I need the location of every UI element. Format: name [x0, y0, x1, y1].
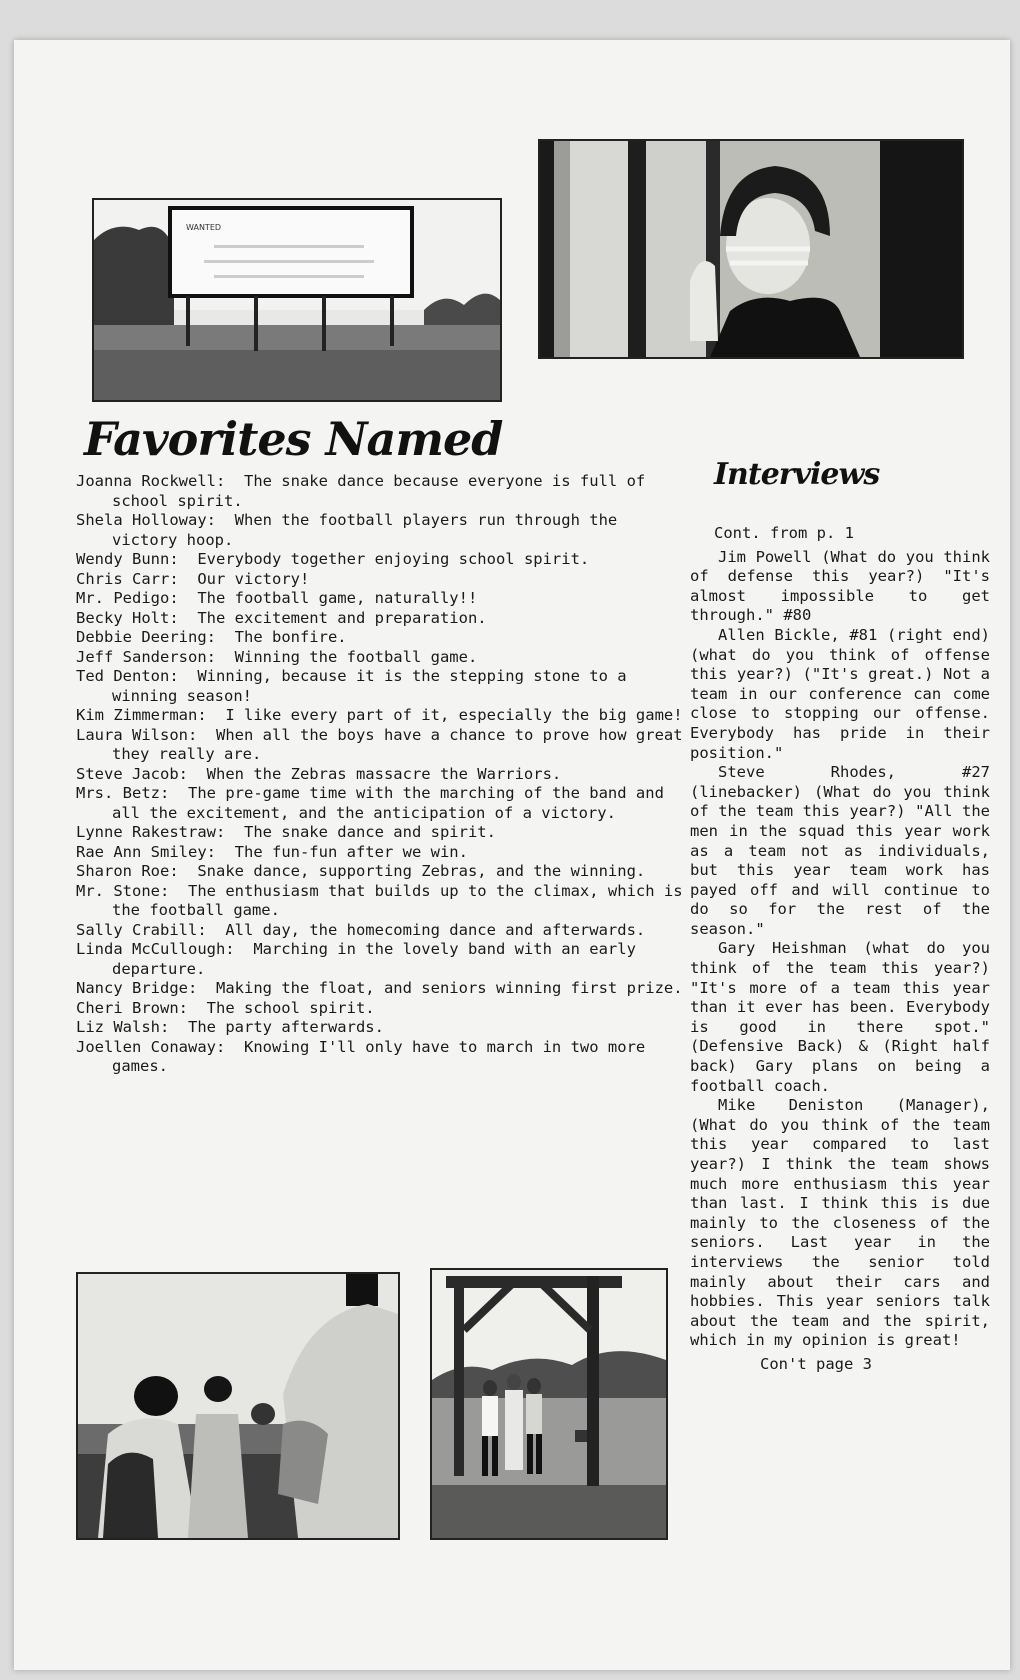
respondent-name: Nancy Bridge: [76, 979, 198, 997]
favorites-headline: Favorites Named [84, 412, 503, 466]
list-item [76, 472, 686, 511]
list-item [76, 628, 686, 648]
respondent-answer: Snake dance, supporting Zebras, and the winning. [197, 862, 646, 880]
respondent-answer: Everybody together enjoying school spirit. [197, 550, 590, 568]
respondent-name: Joanna Rockwell: [76, 472, 226, 490]
interview-entry: Gary Heishman (what do you think of the team this year?) "It's more of a team this year than it ever has been. Everybody is good in there spot." (Defensive Back) & (Right half back) Gary plans on being a football coach. [690, 939, 990, 1095]
respondent-name: Mr. Stone: [76, 881, 170, 900]
respondent-name: Becky Holt: [76, 608, 179, 627]
respondent-answer: When the football players run through the victory hoop. [112, 511, 618, 549]
respondent-answer: The snake dance and spirit. [243, 823, 496, 841]
list-item [76, 667, 686, 706]
respondent-name: Lynne Rakestraw: [76, 823, 226, 841]
respondent-name: Liz Walsh: [76, 1018, 170, 1036]
list-item [76, 1018, 686, 1038]
list-item [76, 570, 686, 590]
players-photo [76, 1272, 400, 1540]
respondent-name: Kim Zimmerman: [76, 706, 207, 724]
list-item [76, 706, 686, 726]
list-item [76, 862, 686, 882]
list-item [76, 511, 686, 550]
respondent-name: Ted Denton: [76, 667, 179, 685]
list-item [76, 550, 686, 570]
list-item [76, 648, 686, 668]
list-item [76, 784, 686, 823]
respondent-answer: The excitement and preparation. [197, 608, 487, 627]
respondent-answer: Our victory! [197, 569, 310, 588]
respondent-answer: The enthusiasm that builds up to the climax, which is the football game. [112, 881, 683, 919]
list-item [76, 979, 686, 999]
respondent-name: Mrs. Betz: [76, 784, 170, 802]
respondent-name: Laura Wilson: [76, 725, 198, 744]
respondent-name: Rae Ann Smiley: [76, 842, 216, 861]
respondent-answer: The snake dance because everyone is full of school spirit. [112, 472, 646, 510]
respondent-name: Linda McCullough: [76, 940, 235, 958]
respondent-name: Debbie Deering: [76, 628, 216, 646]
respondent-answer: The bonfire. [234, 628, 347, 646]
respondent-name: Sally Crabill: [76, 920, 207, 939]
gallows-photo [430, 1268, 668, 1540]
respondent-name: Joellen Conaway: [76, 1037, 226, 1056]
respondent-answer: I like every part of it, especially the big game! [225, 706, 683, 724]
list-item [76, 1038, 686, 1077]
interview-entry: Steve Rhodes, #27 (linebacker) (What do you think of the team this year?) "All the men in the squad this year work as a team not as individuals, but this year team work has payed off and will continue to do so for the rest of the season." [690, 763, 990, 938]
list-item [76, 765, 686, 785]
respondent-answer: The party afterwards. [188, 1018, 384, 1036]
respondent-answer: The school spirit. [206, 998, 375, 1017]
respondent-answer: Winning, because it is the stepping stone to a winning season! [112, 667, 627, 705]
list-item [76, 940, 686, 979]
respondent-name: Sharon Roe: [76, 862, 179, 880]
helmet-photo [538, 139, 964, 359]
interview-entry: Jim Powell (What do you think of defense this year?) "It's almost impossible to get through." #80 [690, 547, 990, 625]
respondent-name: Jeff Sanderson: [76, 647, 216, 666]
continued-from-note: Cont. from p. 1 [714, 524, 854, 542]
respondent-answer: Marching in the lovely band with an early departure. [112, 940, 636, 978]
respondent-answer: When the Zebras massacre the Warriors. [206, 764, 562, 783]
respondent-answer: All day, the homecoming dance and afterwards. [225, 920, 646, 939]
billboard-sign-text: WANTED [186, 223, 222, 232]
list-item [76, 609, 686, 629]
respondent-answer: The pre-game time with the marching of the band and all the excitement, and the anticipation of a victory. [112, 784, 664, 822]
respondent-answer: Making the float, and seniors winning first prize. [216, 979, 683, 997]
respondent-name: Shela Holloway: [76, 511, 216, 529]
respondent-name: Cheri Brown: [76, 998, 188, 1017]
respondent-answer: The football game, naturally!! [197, 589, 478, 607]
list-item [76, 921, 686, 941]
respondent-name: Wendy Bunn: [76, 550, 179, 568]
respondent-answer: The fun-fun after we win. [234, 842, 468, 861]
interview-entry: Allen Bickle, #81 (right end) (what do you think of offense this year?) ("It's great.) Not a team in our conference can come close to stopping our offense. Everybody has pride in their position." [690, 625, 990, 762]
continued-on-note: Con't page 3 [760, 1354, 872, 1373]
list-item [76, 882, 686, 921]
respondent-answer: Knowing I'll only have to march in two more games. [112, 1037, 646, 1075]
respondent-name: Steve Jacob: [76, 764, 188, 783]
interview-entry: Mike Deniston (Manager), (What do you think of the team this year compared to last year?) I think the team shows much more enthusiasm this year than last. I think this is due mainly to the closeness of the seniors. Last year in the interviews the senior told mainly about their cars and hobbies. This year seniors talk about the team and the spirit, which in my opinion is great! [690, 1096, 990, 1350]
list-item [76, 843, 686, 863]
respondent-answer: When all the boys have a chance to prove how great they really are. [112, 725, 683, 763]
interviews-column [690, 524, 990, 1390]
interviews-headline: Interviews [714, 457, 880, 492]
list-item [76, 999, 686, 1019]
respondent-answer: Winning the football game. [234, 647, 478, 666]
billboard-photo [92, 198, 502, 402]
list-item [76, 823, 686, 843]
list-item [76, 589, 686, 609]
newsletter-page [14, 40, 1010, 1670]
list-item [76, 726, 686, 765]
respondent-name: Chris Carr: [76, 569, 179, 588]
favorites-list [76, 472, 686, 1077]
respondent-name: Mr. Pedigo: [76, 589, 179, 607]
